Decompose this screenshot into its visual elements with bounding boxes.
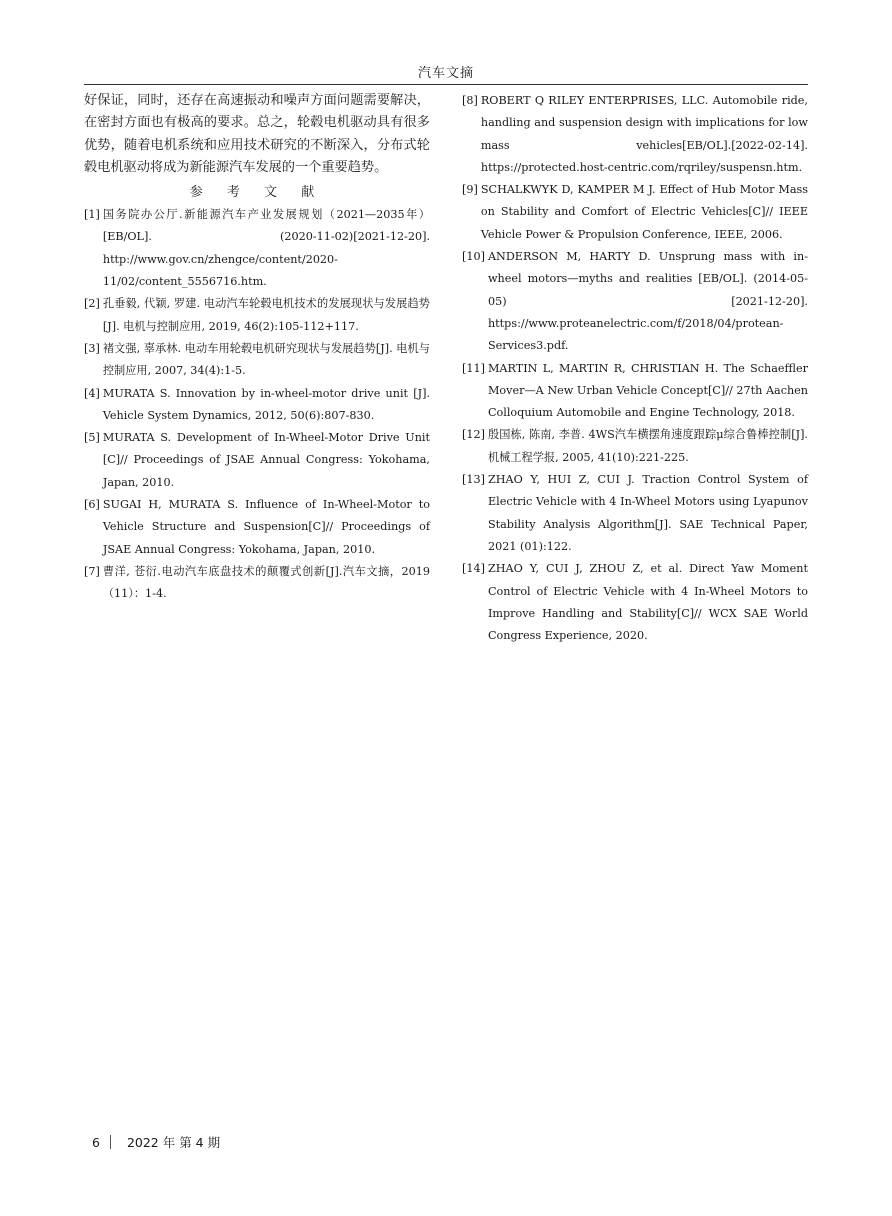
reference-text: 褚文强, 辜承林. 电动车用轮毂电机研究现状与发展趋势[J]. 电机与控制应用, 2007, 34(4):1-5. <box>102 341 430 378</box>
reference-text: ZHAO Y, HUI Z, CUI J. Traction Control System of Electric Vehicle with 4 In-Wheel Motors using Lyapunov Stability Analysis Algorithm[J]. SAE Technical Paper, 2021 (01):122. <box>487 473 808 553</box>
body-paragraph: 好保证，同时，还存在高速振动和噪声方面问题需要解决，在密封方面也有极高的要求。总之，轮毂电机驱动具有很多优势，随着电机系统和应用技术研究的不断深入，分布式轮毂电机驱动将成为新能源汽车发展的一个重要趋势。 <box>84 93 430 175</box>
reference-text: ZHAO Y, CUI J, ZHOU Z, et al. Direct Yaw Moment Control of Electric Vehicle with 4 In-Wheel Motors to Improve Handling and Stability[C]// WCX SAE World Congress Experience, 2020. <box>487 562 808 643</box>
reference-number: [11] <box>462 361 485 375</box>
reference-item <box>84 383 430 428</box>
reference-text: SCHALKWYK D, KAMPER M J. Effect of Hub Motor Mass on Stability and Comfort of Electric Vehicles[C]// IEEE Vehicle Power & Propulsion Conference, IEEE, 2006. <box>480 183 808 241</box>
reference-item <box>84 204 430 293</box>
reference-text: 国务院办公厅.新能源汽车产业发展规划（2021—2035年）[EB/OL]. (2020-11-02)[2021-12-20]. http://www.gov.cn/zhengce/content/2020-11/02/content_5556716.htm. <box>102 208 430 289</box>
running-header: 汽车文摘 <box>417 66 474 81</box>
references-heading: 参 考 文 献 <box>189 185 325 201</box>
page-footer <box>92 1133 220 1151</box>
reference-item <box>462 179 808 246</box>
reference-text: 孔垂毅, 代颖, 罗建. 电动汽车轮毂电机技术的发展现状与发展趋势[J]. 电机与控制应用, 2019, 46(2):105-112+117. <box>102 297 430 333</box>
reference-text: 殷国栋, 陈南, 李普. 4WS汽车横摆角速度跟踪μ综合鲁棒控制[J]. 机械工程学报, 2005, 41(10):221-225. <box>487 428 808 464</box>
reference-number: [5] <box>84 431 100 445</box>
reference-text: SUGAI H, MURATA S. Influence of In-Wheel-Motor to Vehicle Structure and Suspension[C]// Proceedings of JSAE Annual Congress: Yokohama, Japan, 2010. <box>102 498 430 556</box>
reference-number: [14] <box>462 562 485 576</box>
issue-label: 2022 年 第 4 期 <box>126 1135 221 1150</box>
reference-item <box>462 424 808 469</box>
reference-number: [8] <box>462 94 478 107</box>
reference-number: [10] <box>462 250 485 264</box>
reference-number: [13] <box>462 473 485 487</box>
reference-item <box>462 558 808 647</box>
reference-item <box>84 494 430 561</box>
reference-item <box>462 469 808 558</box>
reference-item <box>84 427 430 494</box>
reference-text: MARTIN L, MARTIN R, CHRISTIAN H. The Schaeffler Mover—A New Urban Vehicle Concept[C]// 27th Aachen Colloquium Automobile and Engine Technology, 2018. <box>487 361 808 420</box>
reference-text: 曹洋, 苍衍.电动汽车底盘技术的颠覆式创新[J].汽车文摘，2019（11）：1-4. <box>102 564 430 601</box>
footer-divider <box>110 1135 111 1149</box>
header-rule <box>84 84 808 85</box>
reference-number: [2] <box>84 297 100 311</box>
reference-text: ANDERSON M, HARTY D. Unsprung mass with in-wheel motors—myths and realities [EB/OL]. (2014-05-05) [2021-12-20]. https://www.proteanelectric.com/f/2018/04/protean-Services3.pdf. <box>487 250 808 353</box>
right-column <box>462 90 808 647</box>
reference-number: [1] <box>84 208 100 222</box>
reference-item <box>84 338 430 383</box>
reference-item <box>462 358 808 425</box>
left-column <box>84 90 430 606</box>
reference-item <box>84 561 430 606</box>
reference-text: MURATA S. Development of In-Wheel-Motor Drive Unit [C]// Proceedings of JSAE Annual Congress: Yokohama, Japan, 2010. <box>102 431 430 489</box>
reference-item <box>462 246 808 357</box>
reference-number: [9] <box>462 183 478 197</box>
reference-text: ROBERT Q RILEY ENTERPRISES, LLC. Automobile ride, handling and suspension design with implications for low mass vehicles[EB/OL].[2022-02-14]. https://protected.host-centric.com/rqriley/suspensn.htm. <box>480 94 808 174</box>
reference-text: MURATA S. Innovation by in-wheel-motor drive unit [J]. Vehicle System Dynamics, 2012, 50(6):807-830. <box>102 386 430 422</box>
reference-number: [3] <box>84 341 100 355</box>
reference-number: [7] <box>84 564 100 578</box>
reference-number: [12] <box>462 428 485 442</box>
reference-number: [4] <box>84 386 100 400</box>
page-number: 6 <box>92 1134 100 1150</box>
reference-item <box>84 293 430 338</box>
reference-number: [6] <box>84 498 100 512</box>
reference-item <box>462 90 808 179</box>
